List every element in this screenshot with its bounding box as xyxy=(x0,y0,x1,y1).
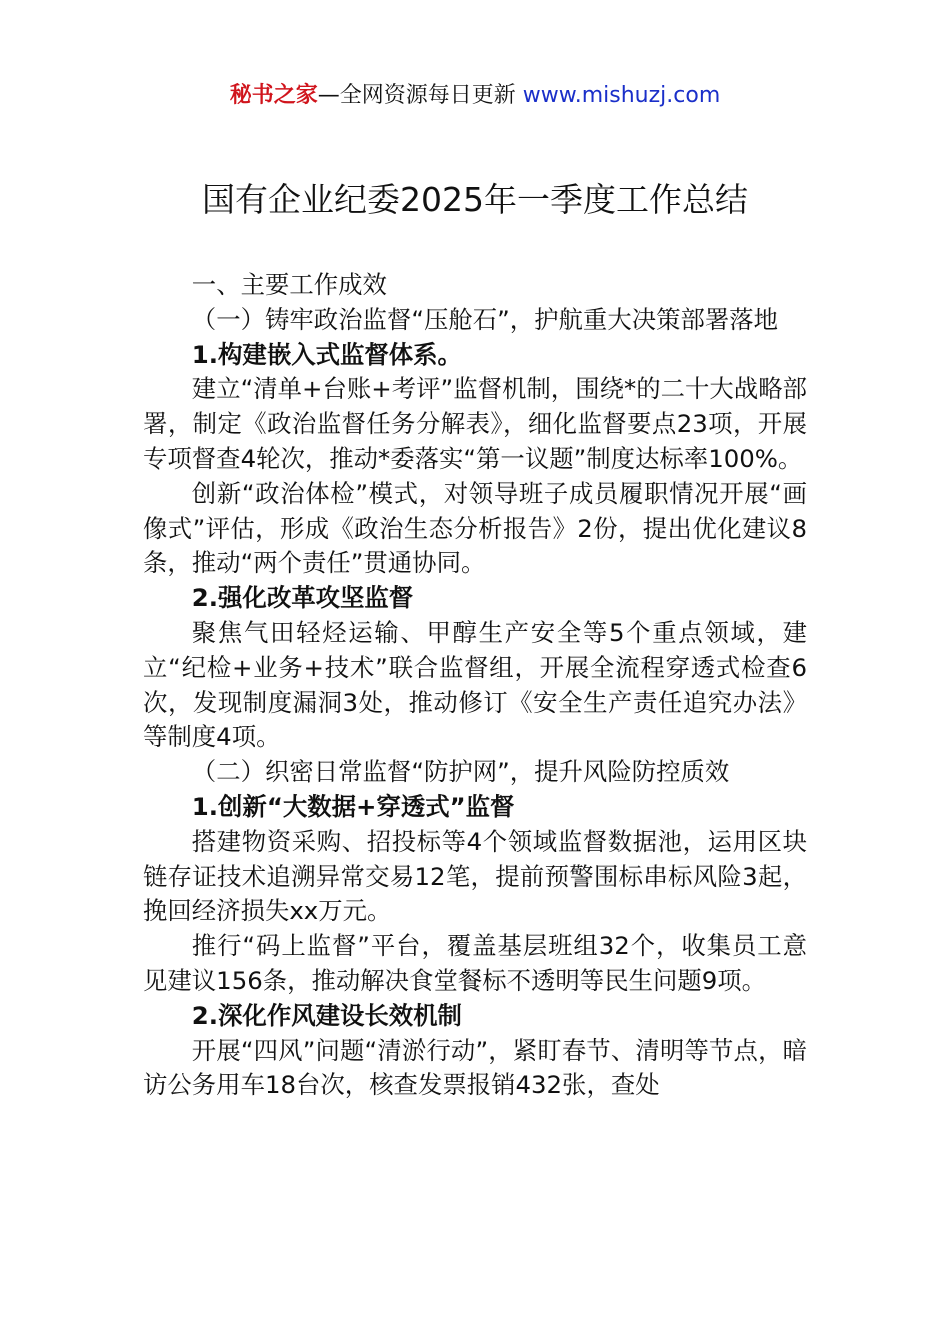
body-paragraph: 开展“四风”问题“清淤行动”，紧盯春节、清明等节点，暗访公务用车18台次，核查发票报销432张，查处 xyxy=(143,1035,807,1100)
item-heading: 1.构建嵌入式监督体系。 xyxy=(191,339,462,369)
subsection-heading: （二）织密日常监督“防护网”，提升风险防控质效 xyxy=(191,757,730,787)
section-heading: 一、主要工作成效 xyxy=(191,270,387,299)
body-paragraph: 创新“政治体检”模式，对领导班子成员履职情况开展“画像式”评估，形成《政治生态分析报告》2份，提出优化建议8条，推动“两个责任”贯通协同。 xyxy=(143,478,807,578)
body-paragraph: 建立“清单+台账+考评”监督机制，围绕*的二十大战略部署，制定《政治监督任务分解表》，细化监督要点23项，开展专项督查4轮次，推动*委落实“第一议题”制度达标率100%。 xyxy=(143,374,807,473)
subsection-heading: （一）铸牢政治监督“压舱石”，护航重大决策部署落地 xyxy=(191,304,779,334)
item-heading: 2.深化作风建设长效机制 xyxy=(191,1000,462,1030)
item-heading: 2.强化改革攻坚监督 xyxy=(191,583,414,613)
header-slogan: —全网资源每日更新 xyxy=(317,83,523,108)
body-paragraph: 聚焦气田轻烃运输、甲醇生产安全等5个重点领域，建立“纪检+业务+技术”联合监督组，开展全流程穿透式检查6次，发现制度漏洞3处，推动修订《安全生产责任追究办法》等制度4项。 xyxy=(143,617,807,752)
body-paragraph: 搭建物资采购、招投标等4个领域监督数据池，运用区块链存证技术追溯异常交易12笔，提前预警围标串标风险3起，挽回经济损失xx万元。 xyxy=(143,826,807,926)
site-header xyxy=(0,80,950,112)
brand-name: 秘书之家 xyxy=(229,83,318,108)
site-url-link[interactable]: www.mishuzj.com xyxy=(522,83,721,108)
body-paragraph: 推行“码上监督”平台，覆盖基层班组32个，收集员工意见建议156条，推动解决食堂餐标不透明等民生问题9项。 xyxy=(143,931,807,995)
document-title: 国有企业纪委2025年一季度工作总结 xyxy=(202,180,748,219)
item-heading: 1.创新“大数据+穿透式”监督 xyxy=(191,791,515,821)
document-body xyxy=(143,268,807,1103)
